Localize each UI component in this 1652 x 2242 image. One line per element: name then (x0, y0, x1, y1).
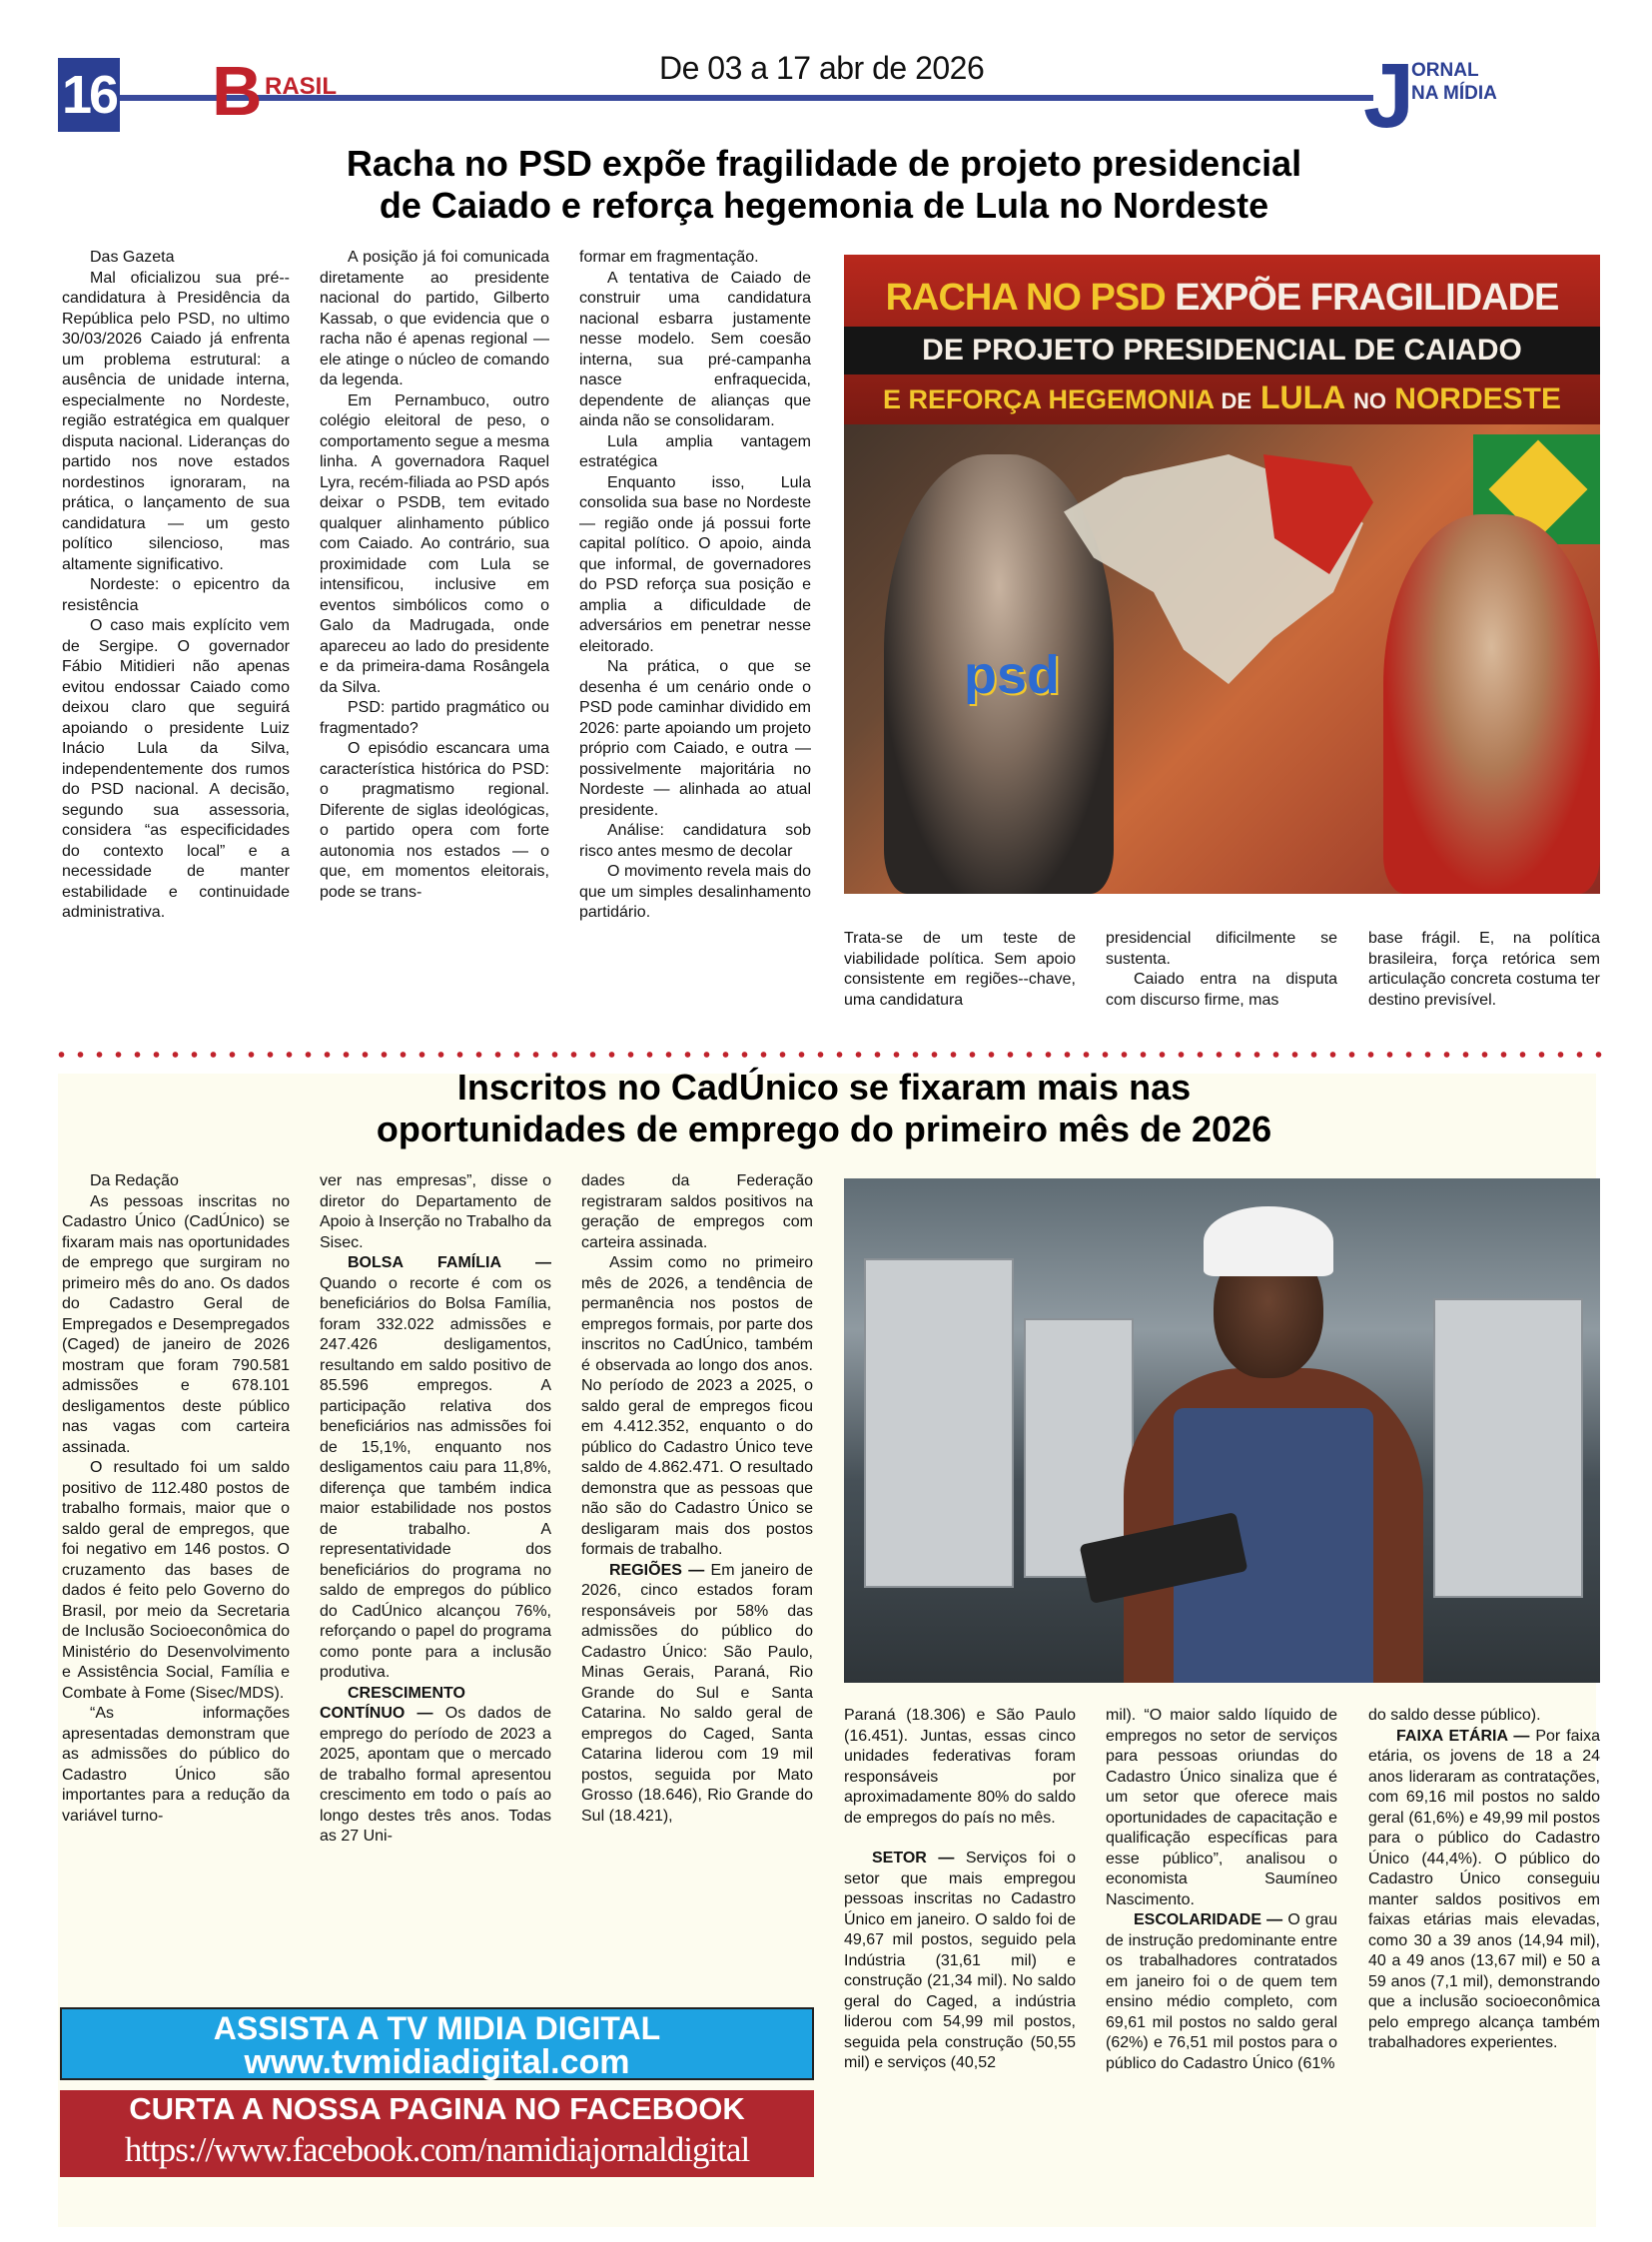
banner-line3: E REFORÇA HEGEMONIA DE LULA NO NORDESTE (882, 379, 1561, 415)
paragraph: Paraná (18.306) e São Paulo (16.451). Juntas, essas cinco unidades federativas foram responsáveis por aproximadamente 80% do saldo de empregos do país no mês. (844, 1707, 1076, 1827)
brand-logo-line2: NA MÍDIA (1411, 83, 1497, 104)
page-number: 16 (58, 58, 120, 132)
paragraph: O resultado foi um saldo positivo de 112.480 postos de trabalho formais, maior que o saldo geral de empregos, que foi negativo em 146 postos. O cruzamento das bases de dados é feito pelo Governo do Brasil, por meio da Secretaria de Inclusão Socioeconômica do Ministério do Desenvolvimento e Assistência Social, Família e Combate à Fome (Sisec/MDS). (62, 1459, 290, 1702)
paragraph: A tentativa de Caiado de construir uma candidatura nacional esbarra justamente nesse modelo. Sem coesão interna, sua pré-campanha nasce enfraquecida, dependente de alianças que ainda não se consolidaram. (579, 269, 811, 429)
cnc-machine (1433, 1298, 1583, 1598)
run-in-subhead: BOLSA FAMÍLIA — (348, 1254, 551, 1271)
run-in-subhead: SETOR — (872, 1850, 955, 1867)
psd-logo: psd (964, 645, 1061, 705)
section-initial: B (212, 52, 263, 130)
paragraph: Caiado entra na disputa com discurso firme, mas (1106, 971, 1337, 1009)
paragraph: “As informações apresentadas demonstram que as admissões do público do Cadastro Único são importantes para a redução da variável turno- (62, 1705, 290, 1825)
run-in-subhead: FAIXA ETÁRIA — (1396, 1727, 1530, 1745)
paragraph: presidencial dificilmente se sustenta. (1106, 930, 1337, 968)
article2-column-1 (62, 1171, 290, 1827)
paragraph: SETOR — Serviços foi o setor que mais empregou pessoas inscritas no Cadastro Único em janeiro. O saldo foi de 49,67 mil postos, seguido pela Indústria (31,61 mil) e construção (21,34 mil). No saldo geral do Caged, a indústria liderou com 54,99 mil postos, seguida pela construção (50,55 mil) e serviços (40,52 (844, 1850, 1077, 2071)
paragraph: O movimento revela mais do que um simples desalinhamento partidário. (579, 863, 811, 921)
article1-column-2 (320, 248, 549, 903)
byline: Da Redação (90, 1172, 179, 1189)
article1-column-4 (844, 929, 1076, 1011)
paragraph: ver nas empresas”, disse o diretor do Departamento de Apoio à Inserção no Trabalho da Sisec. (320, 1172, 551, 1251)
paragraph: REGIÕES — Em janeiro de 2026, cinco estados foram responsáveis por 58% das admissões do público do Cadastro Único: São Paulo, Minas Gerais, Paraná, Rio Grande do Sul e Santa Catarina. No saldo geral de empregos do Caged, Santa Catarina liderou com 19 mil postos, seguida por Mato Grosso (18.646), Rio Grande do Sul (18.421), (581, 1561, 813, 1825)
paragraph: Mal oficializou sua pré--candidatura à Presidência da República pelo PSD, no ultimo 30/03/2026 Caiado já enfrenta um problema estrutural: a ausência de unidade interna, especialmente no Nordeste, região estratégica em qualquer disputa nacional. Lideranças do partido nos nove estados nordestinos ignoraram, na prática, o lançamento de sua candidatura — um gesto político silencioso, mas altamente significativo. (62, 269, 290, 573)
tv-ad-title: ASSISTA A TV MIDIA DIGITAL (213, 2010, 661, 2046)
paragraph: CRESCIMENTO CONTÍNUO — Os dados de emprego do período de 2023 a 2025, apontam que o mercado de trabalho formal apresentou crescimento em todo o país ao longo destes três anos. Todas as 27 Uni- (320, 1684, 552, 1845)
headline-line1: Inscritos no CadÚnico se fixaram mais nas (456, 1067, 1192, 1108)
section-label: RASIL (265, 73, 337, 100)
lula-figure (1383, 514, 1600, 894)
paragraph: formar em fragmentação. (579, 249, 759, 266)
subheading: Lula amplia vantagem estratégica (579, 432, 811, 470)
subheading: Análise: candidatura sob risco antes mesmo de decolar (579, 822, 811, 860)
article2-headline (150, 1067, 1498, 1150)
article2-column-4 (844, 1706, 1076, 2074)
facebook-ad-title: CURTA A NOSSA PAGINA NO FACEBOOK (129, 2091, 745, 2126)
issue-date: De 03 a 17 abr de 2026 (659, 50, 985, 86)
run-in-subhead: ESCOLARIDADE — (1134, 1911, 1283, 1928)
article2-column-5 (1106, 1706, 1337, 2074)
article2-photo-worker (844, 1178, 1600, 1683)
paragraph: Assim como no primeiro mês de 2026, a tendência de permanência nos postos de empregos formais, por parte dos inscritos no CadÚnico, também é observada ao longo dos anos. No período de 2023 a 2025, o saldo geral de empregos ficou em 4.412.352, enquanto o do público do Cadastro Único teve saldo de 4.862.471. O resultado demonstra que as pessoas que não são do Cadastro Único se desligaram mais dos postos formais de trabalho. (581, 1254, 813, 1558)
tv-ad-url[interactable]: www.tvmidiadigital.com (244, 2043, 630, 2081)
brand-logo-line1: ORNAL (1411, 60, 1479, 81)
paragraph: BOLSA FAMÍLIA — Quando o recorte é com os beneficiários do Bolsa Família, foram 332.022 admissões e 247.426 desligamentos, resultando em saldo positivo de 85.596 empregos. A participação relativa dos beneficiários nas admissões foi de 15,1%, enquanto nos desligamentos caiu para 11,8%, diferença que também indica maior estabilidade nos postos de trabalho. A representatividade dos beneficiários do programa no saldo de empregos do público do CadÚnico alcançou 76%, reforçando o papel do programa como ponte para a inclusão produtiva. (320, 1254, 551, 1681)
article2-column-2 (320, 1171, 551, 1848)
paragraph: FAIXA ETÁRIA — Por faixa etária, os jovens de 18 a 24 anos lideraram as contratações, com 69,16 mil postos no saldo geral (61,6%) e 49,99 mil postos para o público do Cadastro Único (44,4%). O público do Cadastro Único conseguiu manter saldos positivos em faixas etárias mais elevadas, como 30 a 39 anos (14,94 mil), 40 a 49 anos (13,67 mil) e 50 a 59 anos (7,1 mil), demonstrando que a inclusão socioeconômica pelo emprego alcança também trabalhadores experientes. (1368, 1727, 1600, 2051)
paragraph: ESCOLARIDADE — O grau de instrução predominante entre os trabalhadores contratados em janeiro foi o de quem tem ensino médio completo, com 69,61 mil postos no saldo geral (62%) e 76,51 mil postos para o público do Cadastro Único (61% (1106, 1911, 1338, 2072)
subheading: PSD: partido pragmático ou fragmentado? (320, 699, 549, 737)
paragraph: do saldo desse público). (1368, 1707, 1541, 1724)
article1-column-5 (1106, 929, 1337, 1011)
run-in-subhead: CRESCIMENTO CONTÍNUO — (320, 1684, 465, 1722)
paragraph: dades da Federação registraram saldos positivos na geração de empregos com carteira assinada. (581, 1172, 813, 1251)
hard-hat (1204, 1206, 1333, 1276)
article1-column-6 (1368, 929, 1600, 1011)
brand-logo-initial: J (1363, 45, 1415, 147)
banner-line2: DE PROJETO PRESIDENCIAL DE CAIADO (844, 327, 1600, 374)
paragraph: A posição já foi comunicada diretamente ao presidente nacional do partido, Gilberto Kassab, o que evidencia que o racha não é apenas regional — ele atinge o núcleo de comando da legenda. (320, 249, 549, 388)
article1-column-3 (579, 248, 811, 924)
paragraph: Enquanto isso, Lula consolida sua base no Nordeste — região onde já possui forte capital político. O apoio, ainda que informal, de governadores do PSD reforça sua posição e amplia a dificuldade de adversários em penetrar nesse eleitorado. (579, 473, 811, 655)
byline: Das Gazeta (90, 249, 175, 266)
paragraph: O caso mais explícito vem de Sergipe. O governador Fábio Mitidieri não apenas evitou endossar Caiado como deixou claro que seguirá apoiando o presidente Luiz Inácio Lula da Silva, independentemente dos rumos do PSD nacional. A decisão, segundo sua assessoria, considera “as especificidades do contexto local” e a necessidade de manter estabilidade e continuidade administrativa. (62, 617, 290, 921)
paragraph: Trata-se de um teste de viabilidade política. Sem apoio consistente em regiões--chave, uma candidatura (844, 930, 1076, 1009)
section-divider (52, 1051, 1610, 1059)
article2-column-6 (1368, 1706, 1600, 2054)
banner-line1: RACHA NO PSD EXPÕE FRAGILIDADE (885, 277, 1559, 319)
run-in-subhead: REGIÕES — (609, 1561, 705, 1579)
paragraph: Em Pernambuco, outro colégio eleitoral de peso, o comportamento segue a mesma linha. A governadora Raquel Lyra, recém-filiada ao PSD após deixar o PSDB, tem evitado qualquer alinhamento público com Caiado. Ao contrário, sua proximidade com Lula se intensificou, inclusive em eventos simbólicos como o Galo da Madrugada, onde apareceu ao lado do presidente e da primeira-dama Rosângela da Silva. (320, 391, 549, 696)
article1-illustration (844, 255, 1600, 894)
article1-column-1 (62, 248, 290, 924)
subheading: Nordeste: o epicentro da resistência (62, 576, 290, 614)
facebook-ad-banner[interactable] (60, 2090, 814, 2177)
headline-line2: oportunidades de emprego do primeiro mês de 2026 (376, 1109, 1272, 1149)
paragraph: Na prática, o que se desenha é um cenário onde o PSD pode caminhar dividido em 2026: parte apoiando um projeto próprio com Caiado, e outra — possivelmente majoritária no Nordeste — alinhada ao atual presidente. (579, 658, 811, 819)
headline-line2: de Caiado e reforça hegemonia de Lula no Nordeste (379, 185, 1269, 226)
paragraph: O episódio escancara uma característica histórica do PSD: o pragmatismo regional. Diferente de siglas ideológicas, o partido opera com forte autonomia nos estados — o que, em momentos eleitorais, pode se trans- (320, 740, 549, 901)
facebook-ad-url[interactable]: https://www.facebook.com/namidiajornaldigital (124, 2130, 750, 2169)
headline-line1: Racha no PSD expõe fragilidade de projeto presidencial (346, 143, 1302, 184)
illustration-banner (844, 255, 1600, 424)
tv-ad-banner[interactable] (60, 2007, 814, 2080)
paragraph: base frágil. E, na política brasileira, força retórica sem articulação concreta costuma ter destino previsível. (1368, 930, 1600, 1009)
cnc-machine (864, 1258, 1014, 1588)
article1-headline (150, 143, 1498, 227)
paragraph: As pessoas inscritas no Cadastro Único (CadÚnico) se fixaram mais nas oportunidades de emprego que surgiram no primeiro mês do ano. Os dados do Cadastro Geral de Empregados e Desempregados (Caged) de janeiro de 2026 mostram que foram 790.581 admissões e 678.101 desligamentos deste público nas vagas com carteira assinada. (62, 1192, 290, 1456)
paragraph: mil). “O maior saldo líquido de empregos no setor de serviços para pessoas oriundas do Cadastro Único sinaliza que é um setor que oferece mais oportunidades de capacitação e qualificação específicas para esse público”, analisou o economista Saumíneo Nascimento. (1106, 1707, 1337, 1908)
article2-column-3 (581, 1171, 813, 1827)
